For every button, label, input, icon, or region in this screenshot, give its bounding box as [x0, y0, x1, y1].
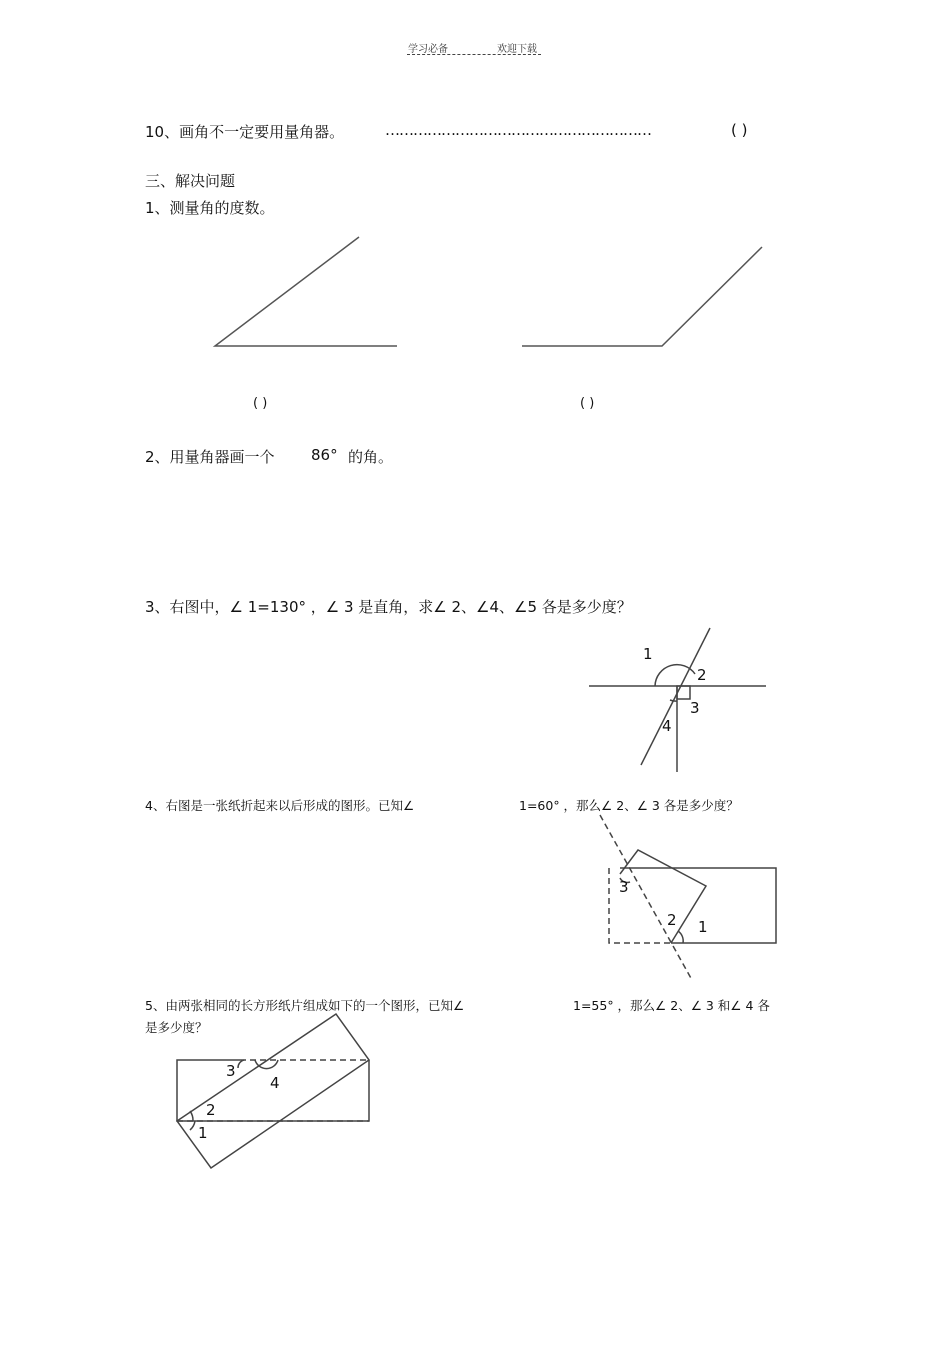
problem-1-answer-b: ( ) — [580, 396, 595, 411]
problem-2-suffix: 的角。 — [348, 448, 394, 466]
question-10: 10、画角不一定要用量角器。 — [145, 123, 345, 141]
problem-1-text: 1、测量角的度数。 — [145, 199, 275, 217]
p4-label-1: 1 — [698, 918, 708, 936]
question-10-answer-paren: ( ) — [731, 121, 748, 139]
problem-3-text: 3、右图中，∠ 1=130° ，∠ 3 是直角，求∠ 2、∠4、∠5 各是多少度？ — [145, 598, 632, 616]
p3-label-2: 2 — [697, 666, 707, 684]
question-10-dots: ………………………………………………… — [385, 121, 651, 139]
problem-2-angle: 86° — [311, 446, 338, 464]
section-title: 三、解决问题 — [145, 172, 236, 190]
problem-4-text-b: 1=60° ，那么∠ 2、∠ 3 各是多少度？ — [519, 798, 739, 813]
problem-5-text-line2: 是多少度？ — [145, 1020, 208, 1035]
problem-2-prefix: 2、用量角器画一个 — [145, 448, 275, 466]
problem-5-text-a: 5、由两张相同的长方形纸片组成如下的一个图形，已知∠ — [145, 998, 465, 1013]
p4-label-3: 3 — [619, 878, 629, 896]
problem-5-text-b: 1=55° ，那么∠ 2、∠ 3 和∠ 4 各 — [573, 998, 770, 1013]
p4-label-2: 2 — [667, 911, 677, 929]
p5-label-1: 1 — [198, 1124, 208, 1142]
p3-label-3: 3 — [690, 699, 700, 717]
p5-label-2: 2 — [206, 1101, 216, 1119]
problem-1-answer-a: ( ) — [253, 396, 268, 411]
p5-label-3: 3 — [226, 1062, 236, 1080]
p3-label-1: 1 — [643, 645, 653, 663]
p5-label-4: 4 — [270, 1074, 280, 1092]
header-left: 学习必备 — [408, 44, 448, 55]
problem-4-text-a: 4、右图是一张纸折起来以后形成的图形。已知∠ — [145, 798, 415, 813]
header-right: 欢迎下载 — [497, 44, 537, 55]
p3-label-4: 4 — [662, 717, 672, 735]
